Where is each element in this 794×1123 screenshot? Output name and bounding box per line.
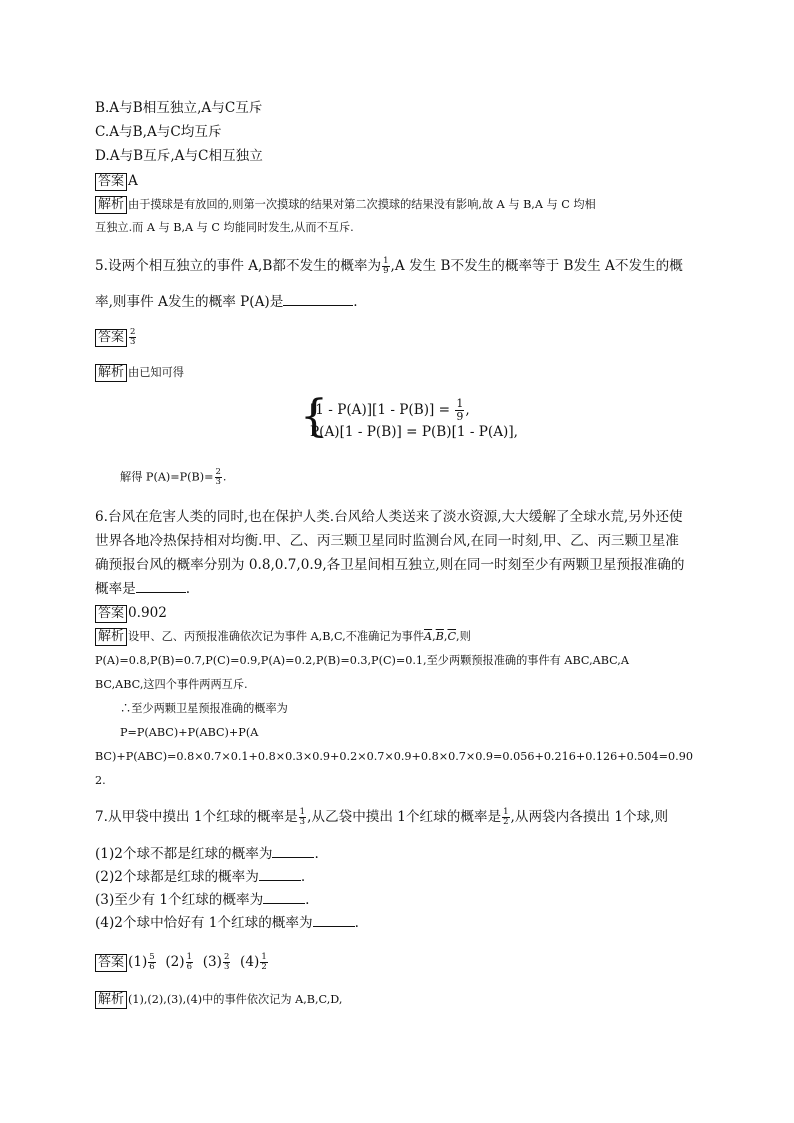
q5-answer-line: [95, 328, 137, 347]
q7-answer-4: [260, 953, 267, 972]
q4-analysis-2: 互独立.而 A 与 B,A 与 C 均能同时发生,从而不互斥.: [95, 221, 354, 234]
brace-symbol: {: [300, 391, 328, 442]
q7-sub-3-text: (3)至少有 1个红球的概率为: [95, 892, 264, 908]
option-c: C.A与B,A与C均互斥: [95, 124, 222, 140]
q7-sub-4-end: .: [354, 915, 359, 931]
fraction-denominator: 3: [215, 477, 221, 487]
q5-eq2: P(A)[1 - P(B)] = P(B)[1 - P(A)],: [310, 424, 518, 440]
analysis-tag: 解析: [95, 628, 127, 646]
answer-blank: [263, 891, 305, 904]
q5-eq1: [310, 398, 470, 423]
q7-sub-2-end: .: [300, 869, 306, 885]
q7-answer-1-label: (1): [128, 954, 148, 970]
q7-frac-2: [502, 808, 509, 827]
fraction-numerator: 1: [186, 952, 193, 962]
q6-analysis-7: 2.: [95, 774, 106, 787]
fraction-numerator: 1: [299, 807, 306, 817]
q7-analysis-line: [95, 991, 342, 1009]
q4-analysis-line: [95, 196, 596, 214]
q5-stem-2-text: 率,则事件 A发生的概率 P(A)是: [95, 294, 284, 310]
q5-analysis-1: 由已知可得: [128, 366, 184, 379]
q5-analysis-line: [95, 364, 184, 382]
fraction-denominator: 2: [503, 817, 509, 827]
q7-sub-1: [95, 845, 319, 863]
q7-sub-4: [95, 914, 359, 932]
q5-solve: [120, 468, 226, 487]
answer-tag: 答案: [95, 605, 127, 623]
q7-answer-1: [148, 953, 155, 972]
answer-blank: [313, 914, 355, 927]
q6-stem-4: [95, 580, 190, 598]
q7-sub-2: [95, 868, 305, 886]
answer-blank: [259, 868, 301, 881]
q5-stem-fraction: [382, 257, 389, 276]
q7-stem-mid: ,从乙袋中摸出 1个红球的概率是: [307, 809, 502, 825]
q7-sub-4-text: (4)2个球中恰好有 1个红球的概率为: [95, 915, 313, 931]
q5-stem-2-end: .: [353, 294, 358, 310]
analysis-tag: 解析: [95, 364, 127, 382]
q7-sub-3: [95, 891, 310, 909]
q6-analysis-3: BC,ABC,这四个事件两两互斥.: [95, 678, 248, 691]
q5-answer-fraction: [129, 328, 136, 347]
fraction-denominator: 6: [186, 962, 193, 972]
q7-stem-post: ,从两袋内各摸出 1个球,则: [510, 809, 669, 825]
fraction-numerator: 2: [130, 327, 136, 337]
q6-analysis-line: 解析 设甲、乙、丙预报准确依次记为事件 A,B,C,不准确记为事件$\overline{A},\overline{B},\overline{C}$,则: [95, 628, 471, 646]
q5-stem-1: [95, 257, 683, 276]
q7-sub-1-end: .: [314, 846, 319, 862]
q5-solve-end: .: [222, 470, 227, 484]
q6-stem-2: 世界各地冷热保持相对均衡.甲、乙、丙三颗卫星同时监测台风,在同一时刻,甲、乙、丙三颗卫星准: [95, 533, 679, 549]
q6-answer-line: [95, 604, 167, 623]
q7-answer-2: [186, 953, 193, 972]
q6-analysis-1c: $\overline{B}$: [435, 630, 444, 643]
fraction-denominator: 6: [149, 962, 155, 972]
q6-analysis-6: BC)+P(ABC)=0.8×0.7×0.1+0.8×0.3×0.9+0.2×0.7×0.9+0.8×0.7×0.9=0.056+0.216+0.126+0.504=0.90: [95, 750, 693, 763]
q5-stem-post: ,A 发生 B不发生的概率等于 B发生 A不发生的概: [390, 258, 683, 274]
q5-stem-2: [95, 293, 358, 311]
q6-analysis-5: P=P(ABC)+P(ABC)+P(A: [120, 726, 259, 739]
q7-answer-4-label: (4): [240, 954, 260, 970]
q7-stem-pre: 7.从甲袋中摸出 1个红球的概率是: [95, 809, 298, 825]
q7-answer-2-label: (2): [165, 954, 185, 970]
analysis-tag: 解析: [95, 196, 127, 214]
fraction-denominator: 3: [299, 817, 306, 827]
fraction-numerator: 1: [383, 256, 389, 266]
fraction-denominator: 2: [261, 962, 267, 972]
q6-analysis-1a: 设甲、乙、丙预报准确依次记为事件 A,B,C,不准确记为事件: [128, 630, 425, 643]
answer-blank: [283, 293, 353, 306]
fraction-numerator: 2: [215, 467, 221, 477]
answer-blank: [136, 580, 186, 593]
fraction-denominator: 9: [456, 410, 464, 423]
q6-analysis-1b: $\overline{A}$: [424, 630, 433, 643]
q7-answer-3: [223, 953, 230, 972]
q6-analysis-1d: $\overline{C}$: [447, 630, 457, 643]
q6-answer: 0.902: [128, 605, 167, 621]
q5-eq1-fraction: [455, 398, 464, 423]
fraction-numerator: 5: [149, 952, 155, 962]
q7-stem: [95, 808, 668, 827]
q7-frac-1: [299, 808, 306, 827]
q4-analysis-1: 由于摸球是有放回的,则第一次摸球的结果对第二次摸球的结果没有影响,故 A 与 B,A 与 C 均相: [128, 198, 596, 211]
fraction-numerator: 1: [503, 807, 509, 817]
q5-eq1-text: [1 - P(A)][1 - P(B)] =: [310, 402, 455, 418]
answer-tag: 答案: [95, 173, 127, 191]
q7-analysis-1: (1),(2),(3),(4)中的事件依次记为 A,B,C,D,: [128, 993, 343, 1006]
option-b: B.A与B相互独立,A与C互斥: [95, 100, 263, 116]
fraction-denominator: 3: [130, 337, 136, 347]
answer-blank: [272, 845, 314, 858]
q4-answer-line: [95, 172, 138, 191]
q4-answer: A: [128, 173, 138, 189]
q6-analysis-2: P(A)=0.8,P(B)=0.7,P(C)=0.9,P(A)=0.2,P(B)=0.3,P(C)=0.1,至少两颗预报准确的事件有 ABC,ABC,A: [95, 654, 629, 667]
fraction-denominator: 3: [223, 962, 230, 972]
q6-stem-4-text: 概率是: [95, 581, 136, 597]
q5-eq1-end: ,: [465, 402, 470, 418]
q6-stem-4-end: .: [185, 581, 191, 597]
q6-stem-1: 6.台风在危害人类的同时,也在保护人类.台风给人类送来了淡水资源,大大缓解了全球水荒,另外还使: [95, 509, 683, 525]
fraction-denominator: 9: [383, 266, 389, 276]
fraction-numerator: 1: [456, 397, 464, 410]
option-d: D.A与B互斥,A与C相互独立: [95, 148, 263, 164]
q6-analysis-4: ∴至少两颗卫星预报准确的概率为: [120, 702, 288, 715]
fraction-numerator: 1: [261, 952, 267, 962]
answer-tag: 答案: [95, 329, 127, 347]
q5-solve-fraction: [215, 468, 222, 487]
q7-answer-line: [95, 953, 269, 972]
q7-sub-3-end: .: [305, 892, 310, 908]
q5-solve-text: 解得 P(A)=P(B)=: [120, 470, 214, 484]
q7-sub-2-text: (2)2个球都是红球的概率为: [95, 869, 259, 885]
answer-tag: 答案: [95, 954, 127, 972]
q5-stem-pre: 5.设两个相互独立的事件 A,B都不发生的概率为: [95, 258, 382, 274]
q6-analysis-1e: ,则: [456, 630, 471, 643]
q6-stem-3: 确预报台风的概率分别为 0.8,0.7,0.9,各卫星间相互独立,则在同一时刻至少有两颗卫星预报准确的: [95, 557, 685, 573]
fraction-numerator: 2: [223, 952, 230, 962]
q7-sub-1-text: (1)2个球不都是红球的概率为: [95, 846, 273, 862]
analysis-tag: 解析: [95, 991, 127, 1009]
q5-equation-system: [300, 391, 520, 442]
q7-answer-3-label: (3): [202, 954, 222, 970]
